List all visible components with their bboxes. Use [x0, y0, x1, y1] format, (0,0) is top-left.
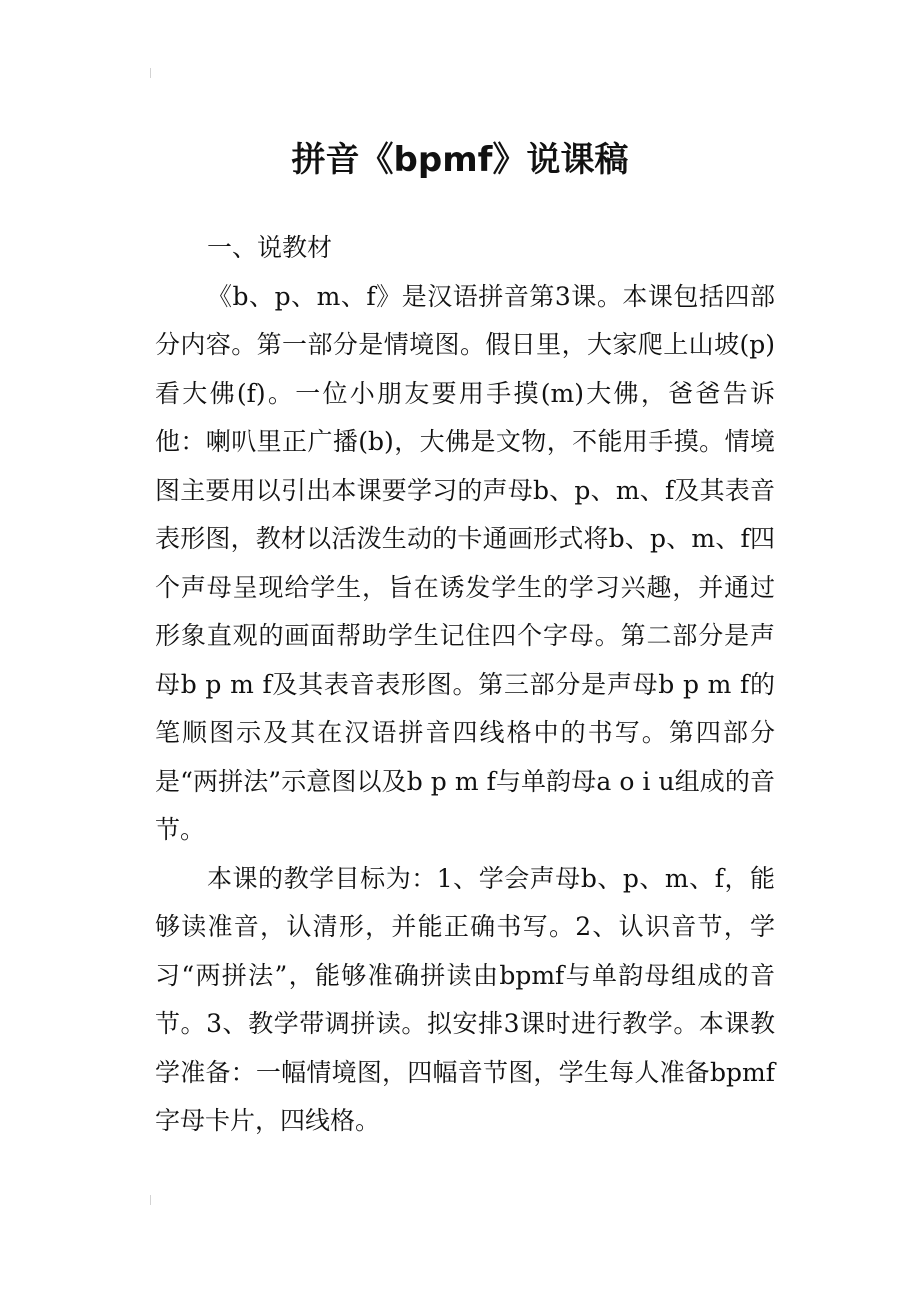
paragraph-teaching-goals: 本课的教学目标为：1、学会声母b、p、m、f，能够读准音，认清形，并能正确书写。2、认识音节，学习“两拼法”，能够准确拼读由bpmf与单韵母组成的音节。3、教学带调拼读。拟安排3课时进行教学。本课教学准备：一幅情境图，四幅音节图，学生每人准备bpmf字母卡片，四线格。	[155, 863, 775, 1135]
scan-corner-mark	[150, 68, 157, 78]
section-heading: 一、说教材	[207, 233, 333, 262]
document-body	[155, 224, 775, 1146]
scan-corner-mark	[150, 1195, 157, 1205]
document-title: 拼音《bpmf》说课稿	[291, 139, 629, 180]
paragraph-textbook-overview: 《b、p、m、f》是汉语拼音第3课。本课包括四部分内容。第一部分是情境图。假日里，大家爬上山坡(p)看大佛(f)。一位小朋友要用手摸(m)大佛，爸爸告诉他：喇叭里正广播(b)，大佛是文物，不能用手摸。情境图主要用以引出本课要学习的声母b、p、m、f及其表音表形图，教材以活泼生动的卡通画形式将b、p、m、f四个声母呈现给学生，旨在诱发学生的学习兴趣，并通过形象直观的画面帮助学生记住四个字母。第二部分是声母b p m f及其表音表形图。第三部分是声母b p m f的笔顺图示及其在汉语拼音四线格中的书写。第四部分是“两拼法”示意图以及b p m f与单韵母a o i u组成的音节。	[155, 281, 775, 844]
